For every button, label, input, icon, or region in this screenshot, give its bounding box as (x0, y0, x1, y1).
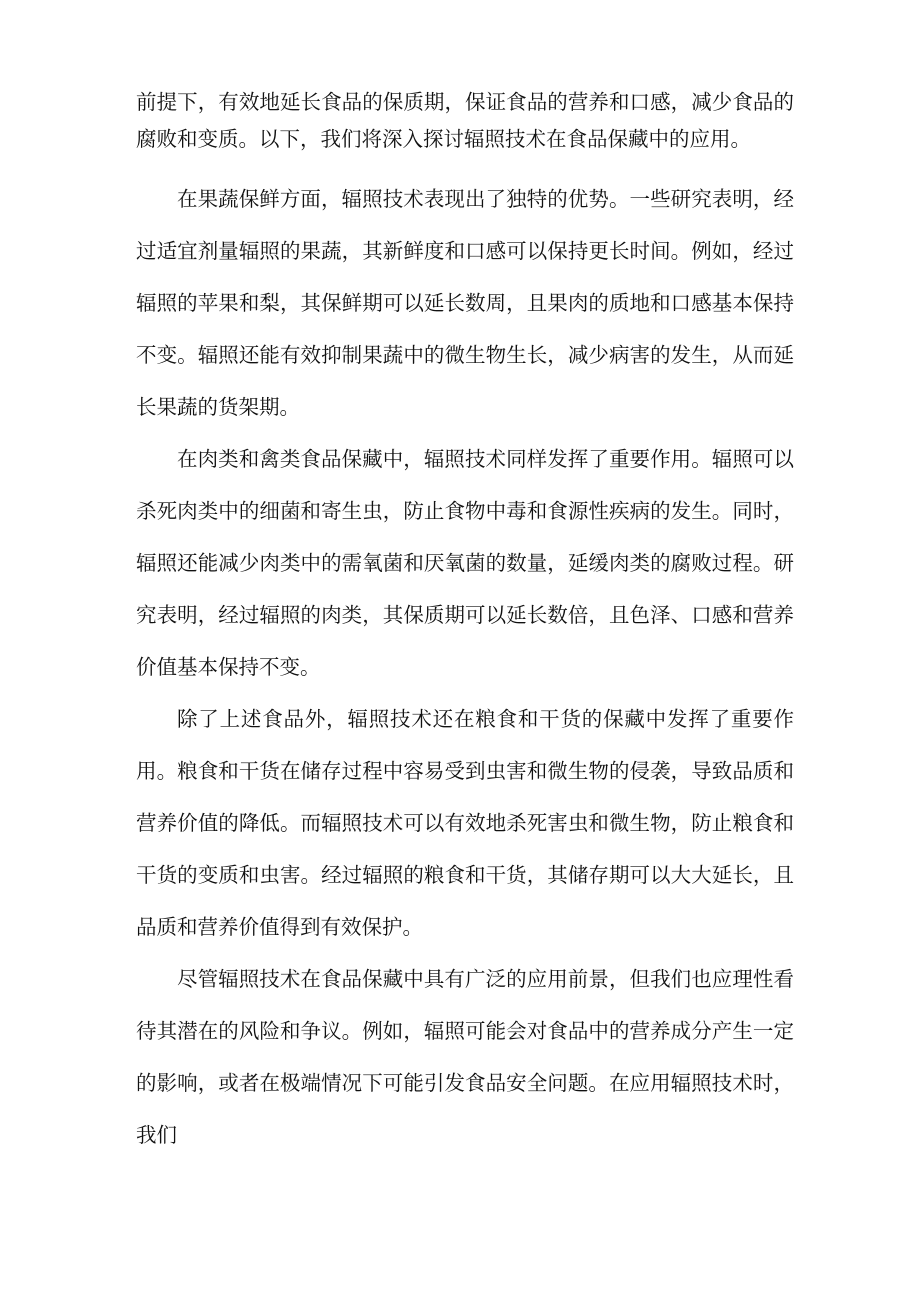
paragraph-continuation: 前提下，有效地延长食品的保质期，保证食品的营养和口感，减少食品的腐败和变质。以下，我们将深入探讨辐照技术在食品保藏中的应用。 (136, 90, 794, 151)
paragraph-grain-dry-goods: 除了上述食品外，辐照技术还在粮食和干货的保藏中发挥了重要作用。粮食和干货在储存过程中容易受到虫害和微生物的侵袭，导致品质和营养价值的降低。而辐照技术可以有效地杀死害虫和微生物，防止粮食和干货的变质和虫害。经过辐照的粮食和干货，其储存期可以大大延长，且品质和营养价值得到有效保护。 (136, 707, 794, 939)
paragraph-meat-poultry: 在肉类和禽类食品保藏中，辐照技术同样发挥了重要作用。辐照可以杀死肉类中的细菌和寄生虫，防止食物中毒和食源性疾病的发生。同时，辐照还能减少肉类中的需氧菌和厌氧菌的数量，延缓肉类的腐败过程。研究表明，经过辐照的肉类，其保质期可以延长数倍，且色泽、口感和营养价值基本保持不变。 (136, 447, 794, 679)
paragraph-fruit-vegetable: 在果蔬保鲜方面，辐照技术表现出了独特的优势。一些研究表明，经过适宜剂量辐照的果蔬，其新鲜度和口感可以保持更长时间。例如，经过辐照的苹果和梨，其保鲜期可以延长数周，且果肉的质地和口感基本保持不变。辐照还能有效抑制果蔬中的微生物生长，减少病害的发生，从而延长果蔬的货架期。 (136, 187, 794, 419)
document-body (136, 84, 794, 1161)
paragraph-risks: 尽管辐照技术在食品保藏中具有广泛的应用前景，但我们也应理性看待其潜在的风险和争议。例如，辐照可能会对食品中的营养成分产生一定的影响，或者在极端情况下可能引发食品安全问题。在应用辐照技术时，我们 (136, 967, 794, 1147)
